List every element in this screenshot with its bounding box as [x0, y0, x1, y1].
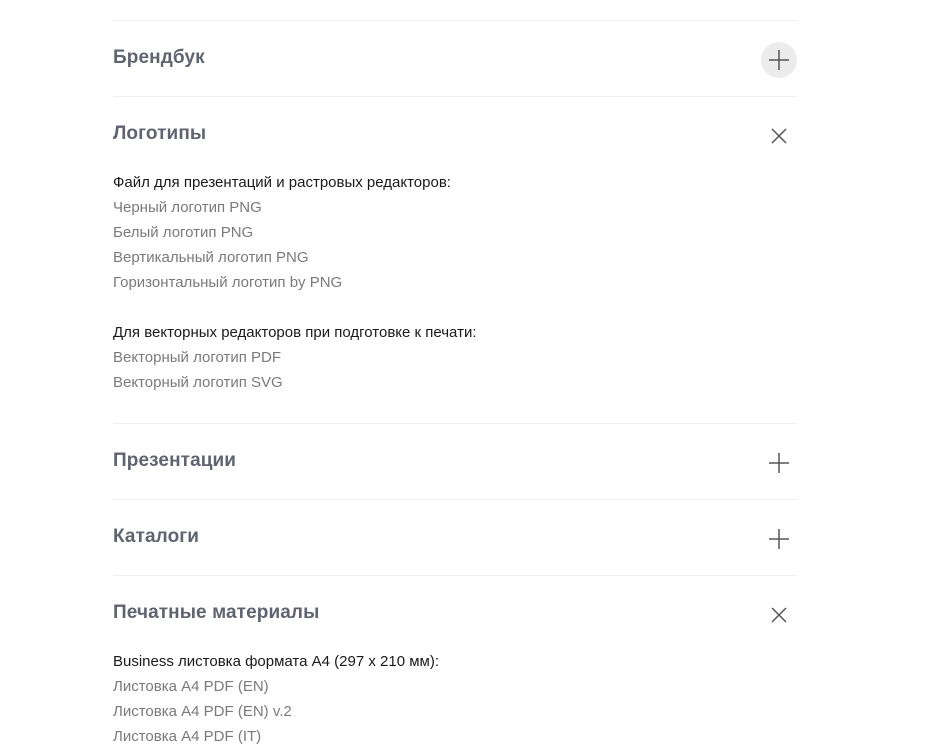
close-icon — [768, 125, 790, 147]
download-link[interactable]: Векторный логотип SVG — [113, 374, 283, 391]
downloads-accordion — [113, 0, 797, 754]
download-link[interactable]: Белый логотип PNG — [113, 224, 254, 241]
accordion-title: Презентации — [113, 449, 237, 471]
collapse-toggle-button[interactable] — [761, 597, 797, 633]
accordion-header-presentations[interactable] — [113, 424, 797, 499]
file-group — [113, 649, 797, 749]
expand-toggle-button[interactable] — [761, 521, 797, 557]
accordion-header-logos[interactable] — [113, 97, 797, 172]
accordion-item-brandbook — [113, 21, 797, 96]
group-label: Business листовка формата А4 (297 х 210 мм): — [113, 653, 439, 670]
download-link[interactable]: Черный логотип PNG — [113, 199, 262, 216]
close-icon — [768, 604, 790, 626]
accordion-title: Брендбук — [113, 46, 205, 68]
expand-toggle-button[interactable] — [761, 445, 797, 481]
accordion-header-brandbook[interactable] — [113, 21, 797, 96]
accordion-title: Печатные материалы — [113, 601, 320, 623]
accordion-title: Каталоги — [113, 525, 200, 547]
accordion-body-print-materials — [113, 649, 797, 754]
accordion-body-logos — [113, 170, 797, 423]
download-link[interactable]: Вертикальный логотип PNG — [113, 249, 309, 266]
file-group — [113, 170, 797, 295]
accordion-item-presentations — [113, 424, 797, 499]
accordion-header-catalogs[interactable] — [113, 500, 797, 575]
download-link[interactable]: Листовка А4 PDF (EN) — [113, 678, 269, 695]
file-group — [113, 320, 797, 395]
accordion-title: Логотипы — [113, 122, 207, 144]
group-label: Файл для презентаций и растровых редакторов: — [113, 174, 451, 191]
accordion-item-logos — [113, 97, 797, 423]
collapse-toggle-button[interactable] — [761, 118, 797, 154]
plus-icon — [768, 49, 790, 71]
download-link[interactable]: Горизонтальный логотип by PNG — [113, 274, 343, 291]
accordion-item-catalogs — [113, 500, 797, 575]
plus-icon — [768, 528, 790, 550]
group-label: Для векторных редакторов при подготовке к печати: — [113, 324, 477, 341]
download-link[interactable]: Векторный логотип PDF — [113, 349, 282, 366]
accordion-header-print-materials[interactable] — [113, 576, 797, 651]
download-link[interactable]: Листовка А4 PDF (EN) v.2 — [113, 703, 292, 720]
plus-icon — [768, 452, 790, 474]
expand-toggle-button[interactable] — [761, 42, 797, 78]
accordion-item-print-materials — [113, 576, 797, 754]
download-link[interactable]: Листовка А4 PDF (IT) — [113, 728, 262, 745]
